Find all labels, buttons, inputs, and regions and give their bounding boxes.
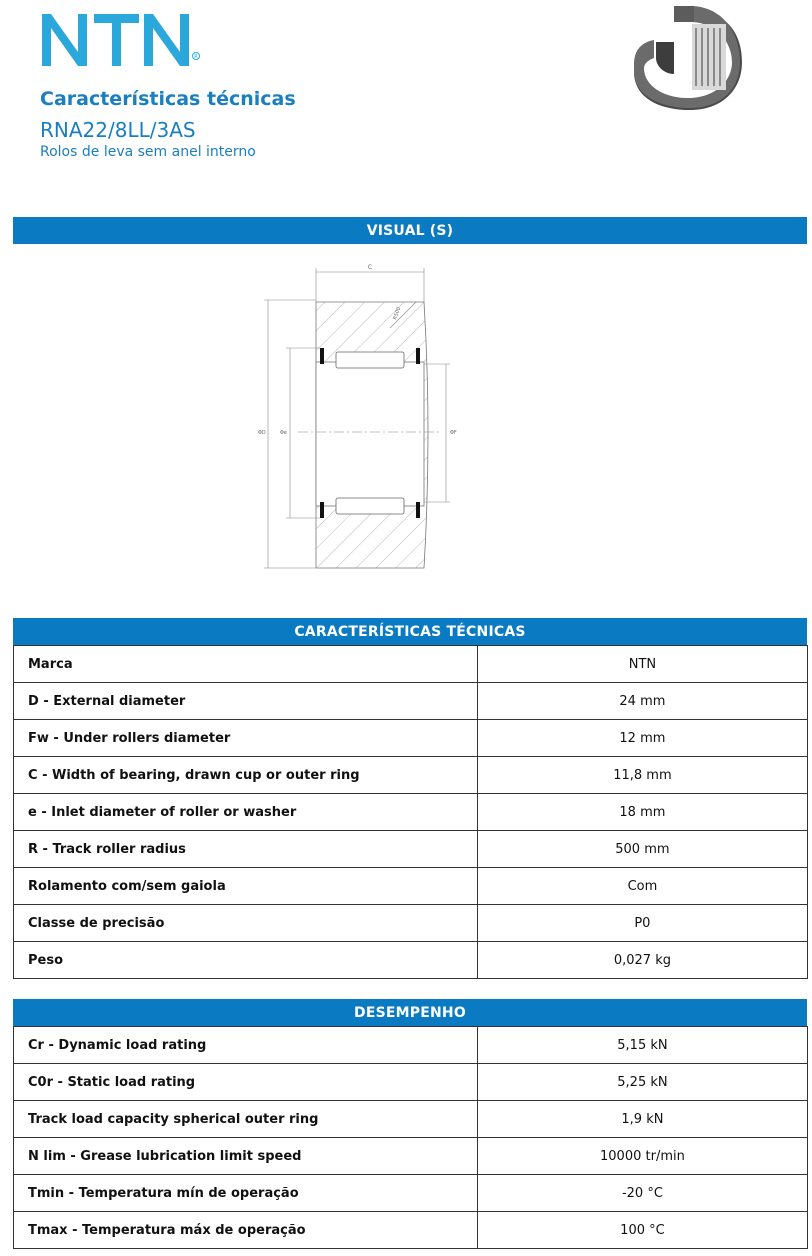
- table-row: [14, 757, 808, 794]
- row-value: 12 mm: [477, 720, 807, 757]
- row-label: e - Inlet diameter of roller or washer: [14, 794, 478, 831]
- row-label: Peso: [14, 942, 478, 979]
- row-label: D - External diameter: [14, 683, 478, 720]
- row-label: Tmax - Temperatura máx de operação: [14, 1212, 478, 1249]
- row-value: 24 mm: [477, 683, 807, 720]
- dim-od-label: ΦD: [258, 430, 266, 436]
- row-value: 10000 tr/min: [477, 1138, 807, 1175]
- table-row: [14, 942, 808, 979]
- table-row: [14, 1212, 808, 1249]
- row-value: P0: [477, 905, 807, 942]
- table-row: [14, 683, 808, 720]
- row-label: Track load capacity spherical outer ring: [14, 1101, 478, 1138]
- row-label: Fw - Under rollers diameter: [14, 720, 478, 757]
- dim-oe-label: Φe: [280, 430, 288, 436]
- row-value: -20 °C: [477, 1175, 807, 1212]
- table-row: [14, 646, 808, 683]
- specs-table: [13, 645, 808, 979]
- table-row: [14, 1101, 808, 1138]
- row-label: R - Track roller radius: [14, 831, 478, 868]
- row-label: Rolamento com/sem gaiola: [14, 868, 478, 905]
- page-title: Características técnicas: [40, 88, 296, 110]
- dim-of-label: ΦF: [450, 430, 457, 436]
- table-row: [14, 905, 808, 942]
- table-row: [14, 720, 808, 757]
- table-row: [14, 868, 808, 905]
- svg-text:R: R: [194, 54, 198, 60]
- dim-c-label: C: [367, 264, 373, 271]
- row-label: Classe de precisão: [14, 905, 478, 942]
- row-value: NTN: [477, 646, 807, 683]
- visual-section-header: VISUAL (S): [13, 217, 807, 244]
- table-row: [14, 1175, 808, 1212]
- table-row: [14, 1027, 808, 1064]
- row-value: 0,027 kg: [477, 942, 807, 979]
- row-value: 5,15 kN: [477, 1027, 807, 1064]
- dim-r-label: R500: [392, 306, 403, 321]
- table-row: [14, 1138, 808, 1175]
- product-subtitle: Rolos de leva sem anel interno: [40, 144, 256, 160]
- row-label: Tmin - Temperatura mín de operação: [14, 1175, 478, 1212]
- row-label: C0r - Static load rating: [14, 1064, 478, 1101]
- model-number: RNA22/8LL/3AS: [40, 118, 196, 142]
- row-value: 11,8 mm: [477, 757, 807, 794]
- row-label: Cr - Dynamic load rating: [14, 1027, 478, 1064]
- row-label: N lim - Grease lubrication limit speed: [14, 1138, 478, 1175]
- row-value: 18 mm: [477, 794, 807, 831]
- row-value: 500 mm: [477, 831, 807, 868]
- row-value: 5,25 kN: [477, 1064, 807, 1101]
- row-label: Marca: [14, 646, 478, 683]
- performance-section-header: DESEMPENHO: [13, 999, 807, 1026]
- performance-table: [13, 1026, 808, 1249]
- row-value: 1,9 kN: [477, 1101, 807, 1138]
- table-row: [14, 1064, 808, 1101]
- ntn-logo: [40, 12, 210, 68]
- bearing-product-image: [630, 2, 745, 112]
- row-value: 100 °C: [477, 1212, 807, 1249]
- row-value: Com: [477, 868, 807, 905]
- table-row: [14, 831, 808, 868]
- specs-section-header: CARACTERÍSTICAS TÉCNICAS: [13, 618, 807, 645]
- table-row: [14, 794, 808, 831]
- bearing-technical-drawing: [250, 258, 480, 576]
- row-label: C - Width of bearing, drawn cup or outer ring: [14, 757, 478, 794]
